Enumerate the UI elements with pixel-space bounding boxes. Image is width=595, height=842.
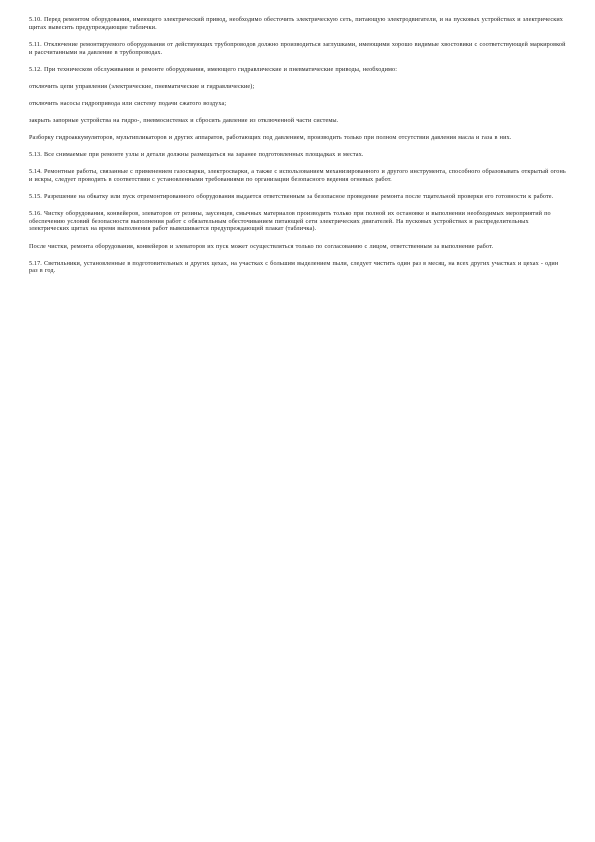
paragraph-5-14: 5.14. Ремонтные работы, связанные с применением газосварки, электросварки, а также с использованием механизированного и другого инструмента, способного образовывать открытый огонь и искры, следует проводить в соответствии с установленными требованиями по организации безопасного ведения огневых работ. (29, 168, 566, 183)
paragraph-5-16-note: После чистки, ремонта оборудования, конвейеров и элеваторов их пуск может осуществляться только по согласованию с лицом, ответственным за выполнение работ. (29, 242, 494, 250)
paragraph-5-17: 5.17. Светильники, установленные в подготовительных и других цехах, на участках с большим выделением пыли, следует чистить один раз в месяц, на всех других участках и цехах - один раз в год. (29, 259, 559, 275)
paragraph-5-12-item-3: закрыть запорные устройства на гидро-, пневмосистемах и сбросить давление из отключенной части системы. (29, 116, 339, 124)
paragraph-5-10: 5.10. Перед ремонтом оборудования, имеющего электрический привод, необходимо обесточить электрическую сеть, питающую электродвигатели, и на пусковых устройствах и электрических щитах вывесить предупреждающие таблички. (29, 16, 563, 31)
paragraph-5-12-note: Разборку гидроаккумуляторов, мультипликаторов и других аппаратов, работающих под давлением, производить только при полном отсутствии давления масла и газа в них. (29, 133, 512, 141)
paragraph-5-13: 5.13. Все снимаемые при ремонте узлы и детали должны размещаться на заранее подготовленных площадках и местах. (29, 151, 364, 159)
paragraph-5-16: 5.16. Чистку оборудования, конвейеров, элеваторов от резины, заусенцев, смычных материалов производить только при полной их остановке и выполнении необходимых мероприятий по обеспечению условий безопасности выполнения работ с обязательным обесточиванием питающей сети электрических двигателей. На пусковых устройствах и распределительных электрических щитах на время выполнения работ вывешивается предупреждающий плакат (табличка). (29, 210, 551, 233)
paragraph-5-15: 5.15. Разрешение на обкатку или пуск отремонтированного оборудования выдается ответственным за безопасное проведение ремонта после тщательной проверки его готовности к работе. (29, 192, 554, 200)
paragraph-5-12-item-2: отключить насосы гидропривода или систему подачи сжатого воздуха; (29, 99, 227, 107)
paragraph-5-12: 5.12. При техническом обслуживании и ремонте оборудования, имеющего гидравлические и пневматические приводы, необходимо: (29, 65, 398, 73)
paragraph-5-12-item-1: отключить цепи управления (электрические, пневматические и гидравлические); (29, 82, 255, 90)
paragraph-5-11: 5.11. Отключение ремонтируемого оборудования от действующих трубопроводов должно производиться заглушками, имеющими хорошо видимые хвостовики с соответствующей маркировкой и рассчитанными на давление в трубопроводах. (29, 40, 566, 56)
